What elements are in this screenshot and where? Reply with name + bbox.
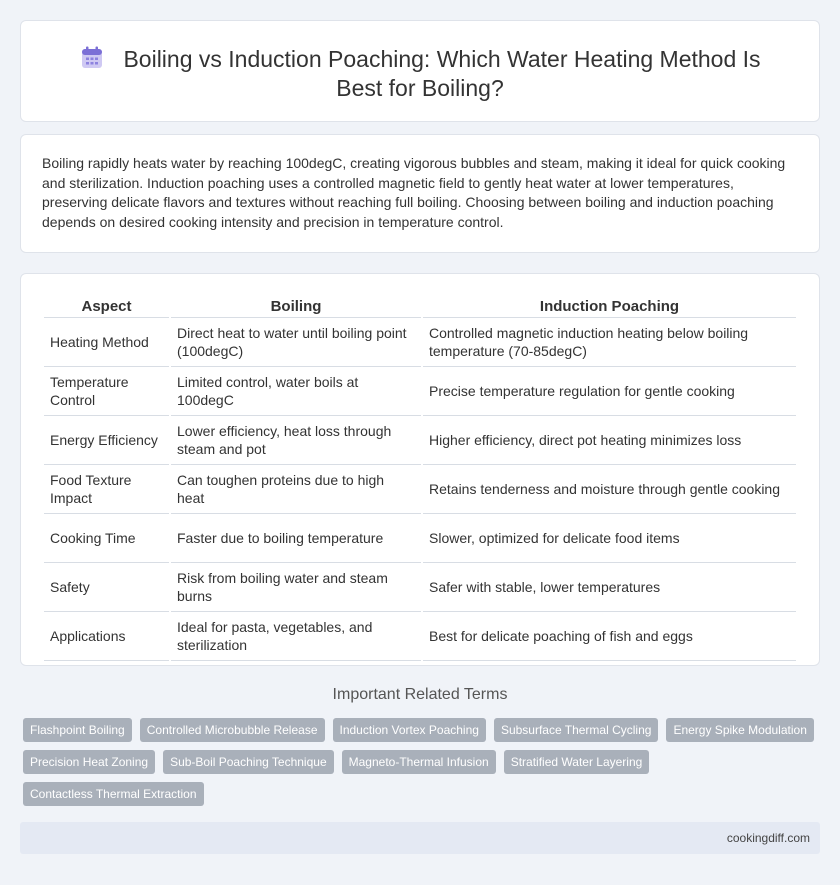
row-induction: Higher efficiency, direct pot heating minimizes loss <box>423 416 796 465</box>
row-boiling: Risk from boiling water and steam burns <box>171 563 421 612</box>
row-induction: Safer with stable, lower temperatures <box>423 563 796 612</box>
intro-paragraph: Boiling rapidly heats water by reaching 100degC, creating vigorous bubbles and steam, making it ideal for quick cooking and sterilization. Induction poaching uses a controlled magnetic field to gently heat water at lower temperatures, preserving delicate flavors and textures without reaching full boiling. Choosing between boiling and induction poaching depends on desired cooking intensity and precision in temperature control. <box>42 155 786 230</box>
row-aspect: Cooking Time <box>44 514 169 563</box>
table-row <box>44 367 796 416</box>
comparison-table <box>42 296 798 661</box>
row-boiling: Direct heat to water until boiling point (100degC) <box>171 318 421 367</box>
page-title-text: Boiling vs Induction Poaching: Which Water Heating Method Is Best for Boiling? <box>123 46 761 101</box>
related-term-tag[interactable]: Energy Spike Modulation <box>666 718 813 742</box>
row-boiling: Ideal for pasta, vegetables, and sterilization <box>171 612 421 661</box>
page-title <box>61 45 779 103</box>
row-induction: Retains tenderness and moisture through gentle cooking <box>423 465 796 514</box>
related-term-tag[interactable]: Induction Vortex Poaching <box>333 718 486 742</box>
header-aspect: Aspect <box>44 296 169 318</box>
related-term-tag[interactable]: Flashpoint Boiling <box>23 718 132 742</box>
header-boiling: Boiling <box>171 296 421 318</box>
related-term-tag[interactable]: Magneto-Thermal Infusion <box>342 750 496 774</box>
row-induction: Best for delicate poaching of fish and eggs <box>423 612 796 661</box>
header-card <box>20 20 820 122</box>
table-row <box>44 465 796 514</box>
table-row <box>44 563 796 612</box>
row-aspect: Applications <box>44 612 169 661</box>
related-term-tag[interactable]: Subsurface Thermal Cycling <box>494 718 659 742</box>
related-term-tag[interactable]: Sub-Boil Poaching Technique <box>163 750 334 774</box>
comparison-table-card <box>20 273 820 666</box>
intro-card <box>20 134 820 253</box>
row-induction: Slower, optimized for delicate food items <box>423 514 796 563</box>
row-aspect: Safety <box>44 563 169 612</box>
row-aspect: Heating Method <box>44 318 169 367</box>
row-induction: Precise temperature regulation for gentle cooking <box>423 367 796 416</box>
row-boiling: Can toughen proteins due to high heat <box>171 465 421 514</box>
row-aspect: Food Texture Impact <box>44 465 169 514</box>
related-term-tag[interactable]: Contactless Thermal Extraction <box>23 782 204 806</box>
row-induction: Controlled magnetic induction heating below boiling temperature (70-85degC) <box>423 318 796 367</box>
related-terms-title: Important Related Terms <box>332 686 508 703</box>
header-induction-poaching: Induction Poaching <box>423 296 796 318</box>
related-terms-tags <box>23 718 823 806</box>
related-term-tag[interactable]: Precision Heat Zoning <box>23 750 155 774</box>
table-header-row <box>44 296 796 318</box>
table-row <box>44 416 796 465</box>
related-term-tag[interactable]: Controlled Microbubble Release <box>140 718 325 742</box>
row-aspect: Energy Efficiency <box>44 416 169 465</box>
row-boiling: Lower efficiency, heat loss through steam and pot <box>171 416 421 465</box>
row-boiling: Faster due to boiling temperature <box>171 514 421 563</box>
table-row <box>44 612 796 661</box>
table-row <box>44 318 796 367</box>
related-term-tag[interactable]: Stratified Water Layering <box>504 750 650 774</box>
row-aspect: Temperature Control <box>44 367 169 416</box>
row-boiling: Limited control, water boils at 100degC <box>171 367 421 416</box>
calendar-icon <box>79 45 105 71</box>
table-row <box>44 514 796 563</box>
footer-bar <box>20 822 820 854</box>
footer-site-link[interactable]: cookingdiff.com <box>726 831 810 845</box>
